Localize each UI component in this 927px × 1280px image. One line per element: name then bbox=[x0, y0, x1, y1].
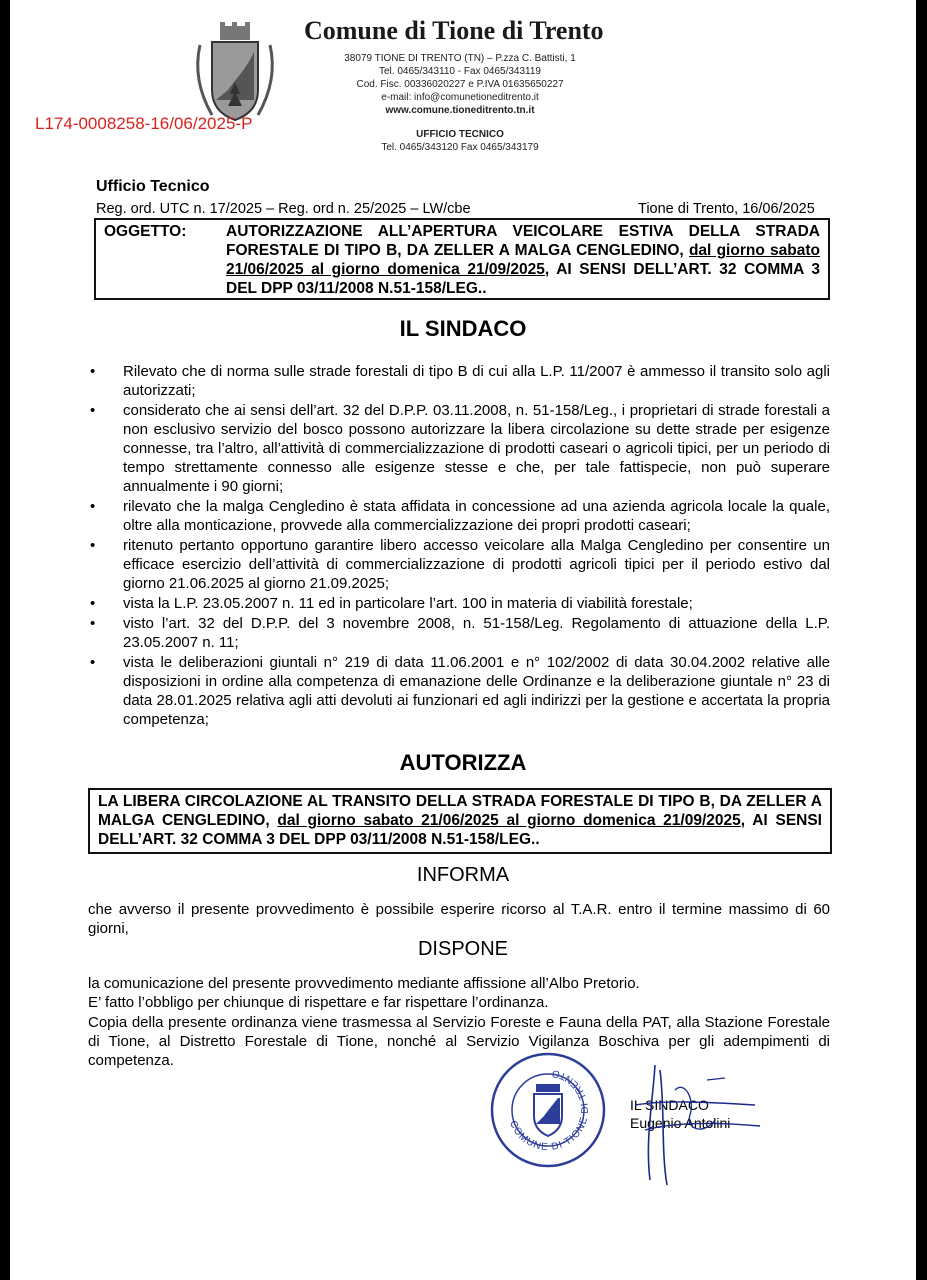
subject-box bbox=[94, 218, 830, 300]
header-fiscal: Cod. Fisc. 00336020227 e P.IVA 01635650227 bbox=[356, 79, 564, 90]
list-item: • Rilevato che di norma sulle strade forestali di tipo B di cui alla L.P. 11/2007 è ammesso il transito solo agli autorizzati; bbox=[90, 362, 830, 400]
list-item: • considerato che ai sensi dell’art. 32 del D.P.P. 03.11.2008, n. 51-158/Leg., i proprietari di strade forestali a non esclusivo servizio del bosco possono autorizzare la libera circolazione su dette strade per esigenze connesse, tra l’altro, all’attività di commercializzazione di prodotti caseari o agricoli tipici, per un periodo di tempo strettamente connesso alle esigenze stesse e che, per tale fattispecie, non può superare annualmente i 90 giorni; bbox=[90, 401, 830, 496]
list-item: • vista le deliberazioni giuntali n° 219 di data 11.06.2001 e n° 102/2002 di data 30.04.2002 relative alle disposizioni in ordine alla competenza di emanazione delle Ordinanze e la deliberazione giuntale n° 23 di data 28.01.2025 relativa agli atti devoluti ai funzionari ed agli indirizzi per la gestione e accertata la propria competenza; bbox=[90, 653, 830, 729]
svg-text:COMUNE DI TIONE DI TRENTO: COMUNE DI TIONE DI TRENTO bbox=[507, 1067, 592, 1154]
list-item: • ritenuto pertanto opportuno garantire libero accesso veicolare alla Malga Cengledino per consentire un efficace esercizio dell’attività di commercializzazione di prodotti agricoli tipici per il periodo estivo dal giorno 21.06.2025 al giorno 21.09.2025; bbox=[90, 536, 830, 593]
heading-autorizza: AUTORIZZA bbox=[399, 750, 527, 775]
header-office-title: UFFICIO TECNICO bbox=[416, 129, 504, 140]
signatory-name: Eugenio Antolini bbox=[630, 1115, 731, 1131]
subject-text: AUTORIZZAZIONE ALL’APERTURA VEICOLARE ESTIVA DELLA STRADA FORESTALE DI TIPO B, DA ZELLER A MALGA CENGLEDINO, dal giorno sabato 21/06/2025 al giorno domenica 21/09/2025, AI SENSI DELL’ART. 32 COMMA 3 DEL DPP 03/11/2008 N.51-158/LEG.. bbox=[226, 223, 820, 297]
dispone-line-1: la comunicazione del presente provvedimento mediante affissione all’Albo Pretorio. bbox=[88, 975, 640, 992]
header-website: www.comune.tioneditrento.tn.it bbox=[385, 105, 535, 116]
considerations-list bbox=[90, 362, 830, 730]
municipal-seal-icon bbox=[488, 1050, 608, 1170]
document-page bbox=[10, 0, 916, 1280]
list-item: • visto l’art. 32 del D.P.P. del 3 novembre 2008, n. 51-158/Leg. Regolamento di attuazione della L.P. 23.05.2007 n. 11; bbox=[90, 614, 830, 652]
municipality-title: Comune di Tione di Trento bbox=[304, 16, 604, 45]
list-item: • rilevato che la malga Cengledino è stata affidata in concessione ad una azienda agricola locale la quale, oltre alla monticazione, provvede alla commercializzazione dei propri prodotti caseari; bbox=[90, 497, 830, 535]
header-email: e-mail: info@comunetioneditrento.it bbox=[381, 92, 539, 103]
header-phone: Tel. 0465/343110 - Fax 0465/343119 bbox=[379, 66, 541, 77]
subject-label: OGGETTO: bbox=[104, 223, 187, 240]
informa-text: che avverso il presente provvedimento è possibile esperire ricorso al T.A.R. entro il termine massimo di 60 giorni, bbox=[88, 901, 830, 937]
signatory-role: IL SINDACO bbox=[630, 1097, 709, 1113]
office-name: Ufficio Tecnico bbox=[96, 178, 210, 195]
heading-sindaco: IL SINDACO bbox=[399, 316, 527, 341]
registration-number: Reg. ord. UTC n. 17/2025 – Reg. ord n. 25/2025 – LW/cbe bbox=[96, 201, 471, 217]
handwritten-signature-icon bbox=[615, 1060, 765, 1190]
heading-dispone: DISPONE bbox=[417, 938, 509, 960]
heading-informa: INFORMA bbox=[416, 864, 510, 886]
dispone-line-3: Copia della presente ordinanza viene trasmessa al Servizio Foreste e Fauna della PAT, alla Stazione Forestale di Tione, al Distretto Forestale di Tione, nonché al Servizio Vigilanza Boschiva per gli adempimenti di competenza. bbox=[88, 1014, 830, 1069]
place-date: Tione di Trento, 16/06/2025 bbox=[638, 201, 815, 217]
dispone-line-2: E’ fatto l’obbligo per chiunque di rispettare e far rispettare l’ordinanza. bbox=[88, 994, 549, 1011]
header-office-phone: Tel. 0465/343120 Fax 0465/343179 bbox=[381, 142, 539, 153]
list-item: • vista la L.P. 23.05.2007 n. 11 ed in particolare l’art. 100 in materia di viabilità forestale; bbox=[90, 594, 830, 613]
authorization-box: LA LIBERA CIRCOLAZIONE AL TRANSITO DELLA STRADA FORESTALE DI TIPO B, DA ZELLER A MALGA CENGLEDINO, dal giorno sabato 21/06/2025 al giorno domenica 21/09/2025, AI SENSI DELL’ART. 32 COMMA 3 DEL DPP 03/11/2008 N.51-158/LEG.. bbox=[88, 788, 832, 854]
protocol-stamp: L174-0008258-16/06/2025-P bbox=[35, 114, 253, 133]
header-address: 38079 TIONE DI TRENTO (TN) – P.zza C. Battisti, 1 bbox=[344, 53, 576, 64]
